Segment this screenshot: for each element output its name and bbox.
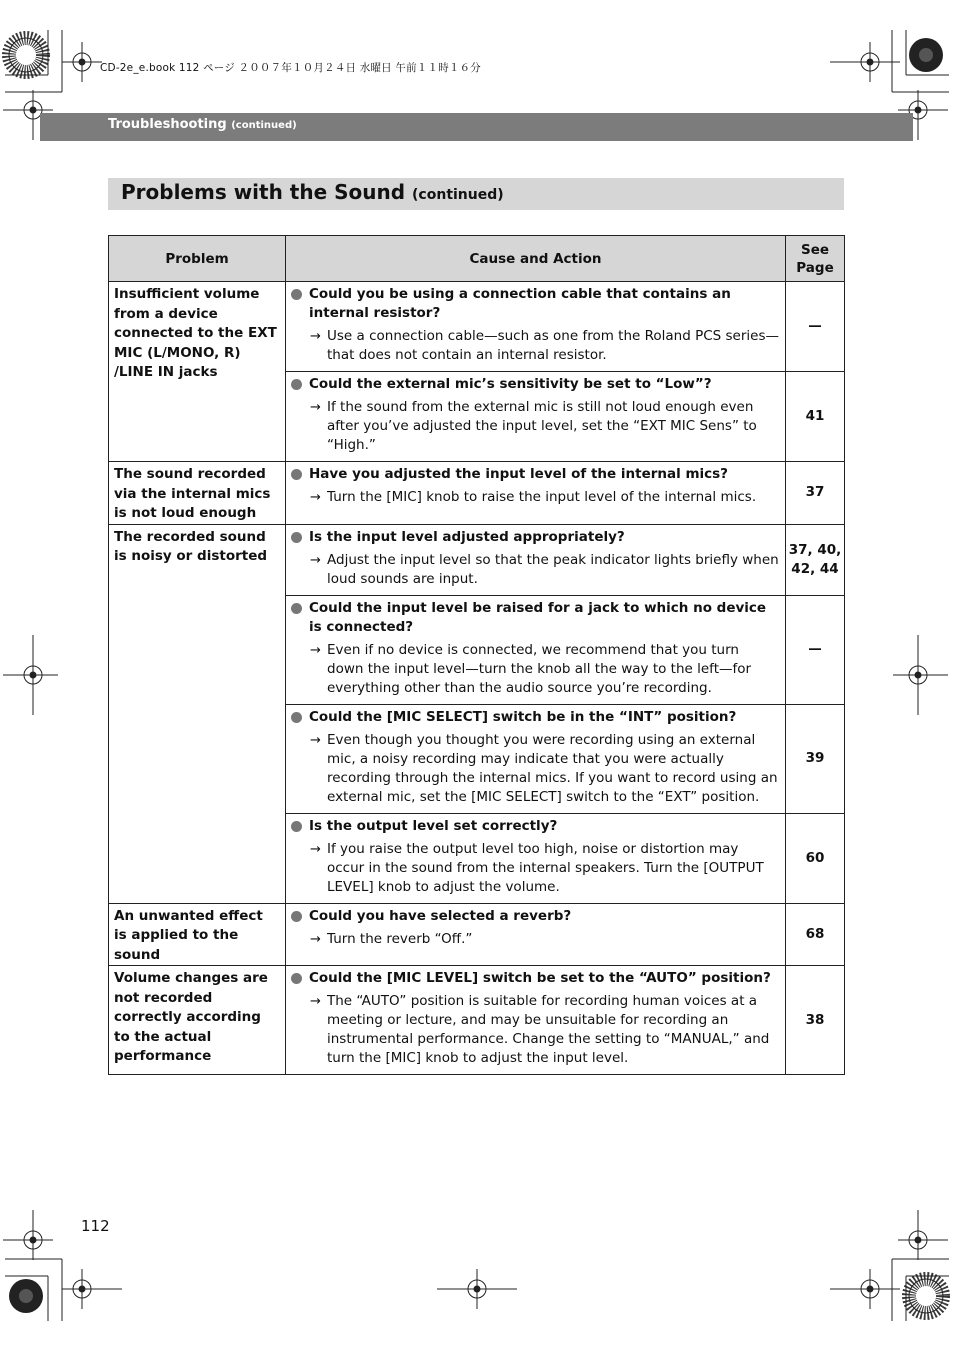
action-text: Use a connection cable—such as one from the Roland PCS series— that does not contain an internal resistor. xyxy=(327,328,779,363)
action xyxy=(290,398,779,455)
see-page-cell: — xyxy=(786,282,845,372)
problem-cell: Volume changes are not recorded correctly according to the actual performance xyxy=(109,966,286,1075)
running-header-note: (continued) xyxy=(231,120,297,131)
page-title-bar xyxy=(108,178,844,210)
see-page-cell: 60 xyxy=(786,813,845,903)
problem-cell: Insufficient volume from a device connected to the EXT MIC (L/MONO, R) /LINE IN jacks xyxy=(109,282,286,462)
action xyxy=(290,840,779,897)
table-row xyxy=(109,966,845,1075)
action xyxy=(290,488,779,507)
header-see-page xyxy=(786,236,845,282)
question-text: Could the [MIC SELECT] switch be in the “INT” position? xyxy=(309,708,737,725)
bullet-icon xyxy=(291,603,302,614)
question xyxy=(290,969,779,988)
running-header xyxy=(108,117,297,132)
arrow-icon: → xyxy=(310,329,321,344)
bullet-icon xyxy=(291,289,302,300)
question-text: Have you adjusted the input level of the internal mics? xyxy=(309,466,729,482)
bullet-icon xyxy=(291,532,302,543)
question-text: Could you have selected a reverb? xyxy=(309,907,572,924)
arrow-icon: → xyxy=(310,552,321,568)
problem-cell: An unwanted effect is applied to the sound xyxy=(109,903,286,966)
action-text: Turn the reverb “Off.” xyxy=(327,930,473,947)
see-page-cell: 39 xyxy=(786,704,845,813)
page-title xyxy=(121,180,504,204)
question-text: Is the input level adjusted appropriately? xyxy=(309,528,625,545)
action xyxy=(290,731,779,807)
running-header-section: Troubleshooting xyxy=(108,117,227,132)
page-number: 112 xyxy=(81,1217,110,1235)
arrow-icon: → xyxy=(310,931,321,947)
table-row xyxy=(109,282,845,372)
question xyxy=(290,708,779,727)
problem-cell: The recorded sound is noisy or distorted xyxy=(109,524,286,903)
see-page-cell: 41 xyxy=(786,372,845,462)
action xyxy=(290,930,779,949)
bullet-icon xyxy=(291,821,302,832)
see-page-cell: 68 xyxy=(786,903,845,966)
action-text: The “AUTO” position is suitable for recording human voices at a meeting or lecture, and may be unsuitable for recording an instrumental performance. Change the setting to “MANUAL,” and turn the [MIC] knob to adjust the input level. xyxy=(327,993,770,1066)
cause-cell xyxy=(286,282,786,372)
question-text: Could you be using a connection cable that contains an internal resistor? xyxy=(309,286,731,321)
bullet-icon xyxy=(291,469,302,480)
question xyxy=(290,817,779,836)
action-text: Even though you thought you were recording using an external mic, a noisy recording may indicate that you were actually recording through the internal mics. If you want to record using an external mic, set the [MIC SELECT] switch to the “EXT” position. xyxy=(327,731,778,805)
table-row xyxy=(109,462,845,525)
page-title-note: (continued) xyxy=(412,187,504,203)
cause-cell xyxy=(286,595,786,704)
bullet-icon xyxy=(291,379,302,390)
problem-cell: The sound recorded via the internal mics is not loud enough xyxy=(109,462,286,525)
question xyxy=(290,528,779,547)
question xyxy=(290,285,779,323)
action-text: Even if no device is connected, we recommend that you turn down the input level—turn the knob all the way to the left—for everything other than the audio source you’re recording. xyxy=(327,641,752,696)
question-text: Is the output level set correctly? xyxy=(309,817,558,834)
arrow-icon: → xyxy=(310,490,321,505)
page-title-main: Problems with the Sound xyxy=(121,180,406,204)
arrow-icon: → xyxy=(310,400,321,415)
see-page-cell: 37 xyxy=(786,462,845,525)
arrow-icon: → xyxy=(310,994,321,1009)
question-text: Could the external mic’s sensitivity be set to “Low”? xyxy=(309,376,712,392)
bullet-icon xyxy=(291,712,302,723)
cause-cell xyxy=(286,372,786,462)
table-row xyxy=(109,903,845,966)
arrow-icon: → xyxy=(310,732,321,748)
cause-cell xyxy=(286,462,786,525)
bullet-icon xyxy=(291,973,302,984)
action-text: Turn the [MIC] knob to raise the input level of the internal mics. xyxy=(327,489,757,505)
action-text: Adjust the input level so that the peak indicator lights briefly when loud sounds are input. xyxy=(327,551,779,587)
see-page-cell: — xyxy=(786,595,845,704)
question-text: Could the input level be raised for a jack to which no device is connected? xyxy=(309,599,767,635)
file-header: CD-2e_e.book 112 ページ ２００７年１０月２４日 水曜日 午前１１時１６分 xyxy=(100,62,482,74)
action-text: If you raise the output level too high, noise or distortion may occur in the sound from the internal speakers. Turn the [OUTPUT LEVEL] knob to adjust the volume. xyxy=(327,840,764,895)
cause-cell xyxy=(286,524,786,595)
running-header-band xyxy=(40,113,913,141)
cause-cell xyxy=(286,903,786,966)
header-see-page-line2: Page xyxy=(796,259,834,276)
header-cause: Cause and Action xyxy=(286,236,786,282)
question-text: Could the [MIC LEVEL] switch be set to the “AUTO” position? xyxy=(309,970,771,986)
action xyxy=(290,641,779,698)
see-page-cell: 37, 40, 42, 44 xyxy=(786,524,845,595)
question xyxy=(290,599,779,637)
table-row xyxy=(109,524,845,595)
question xyxy=(290,907,779,926)
arrow-icon: → xyxy=(310,841,321,857)
cause-cell xyxy=(286,704,786,813)
question xyxy=(290,465,779,484)
action xyxy=(290,551,779,589)
action-text: If the sound from the external mic is still not loud enough even after you’ve adjusted the input level, set the “EXT MIC Sens” to “High.” xyxy=(327,399,757,453)
troubleshooting-table xyxy=(108,235,845,1075)
action xyxy=(290,327,779,365)
arrow-icon: → xyxy=(310,642,321,658)
bullet-icon xyxy=(291,911,302,922)
header-problem: Problem xyxy=(109,236,286,282)
action xyxy=(290,992,779,1068)
see-page-cell: 38 xyxy=(786,966,845,1075)
question xyxy=(290,375,779,394)
header-see-page-line1: See xyxy=(800,241,830,258)
table-header-row xyxy=(109,236,845,282)
cause-cell xyxy=(286,813,786,903)
cause-cell xyxy=(286,966,786,1075)
